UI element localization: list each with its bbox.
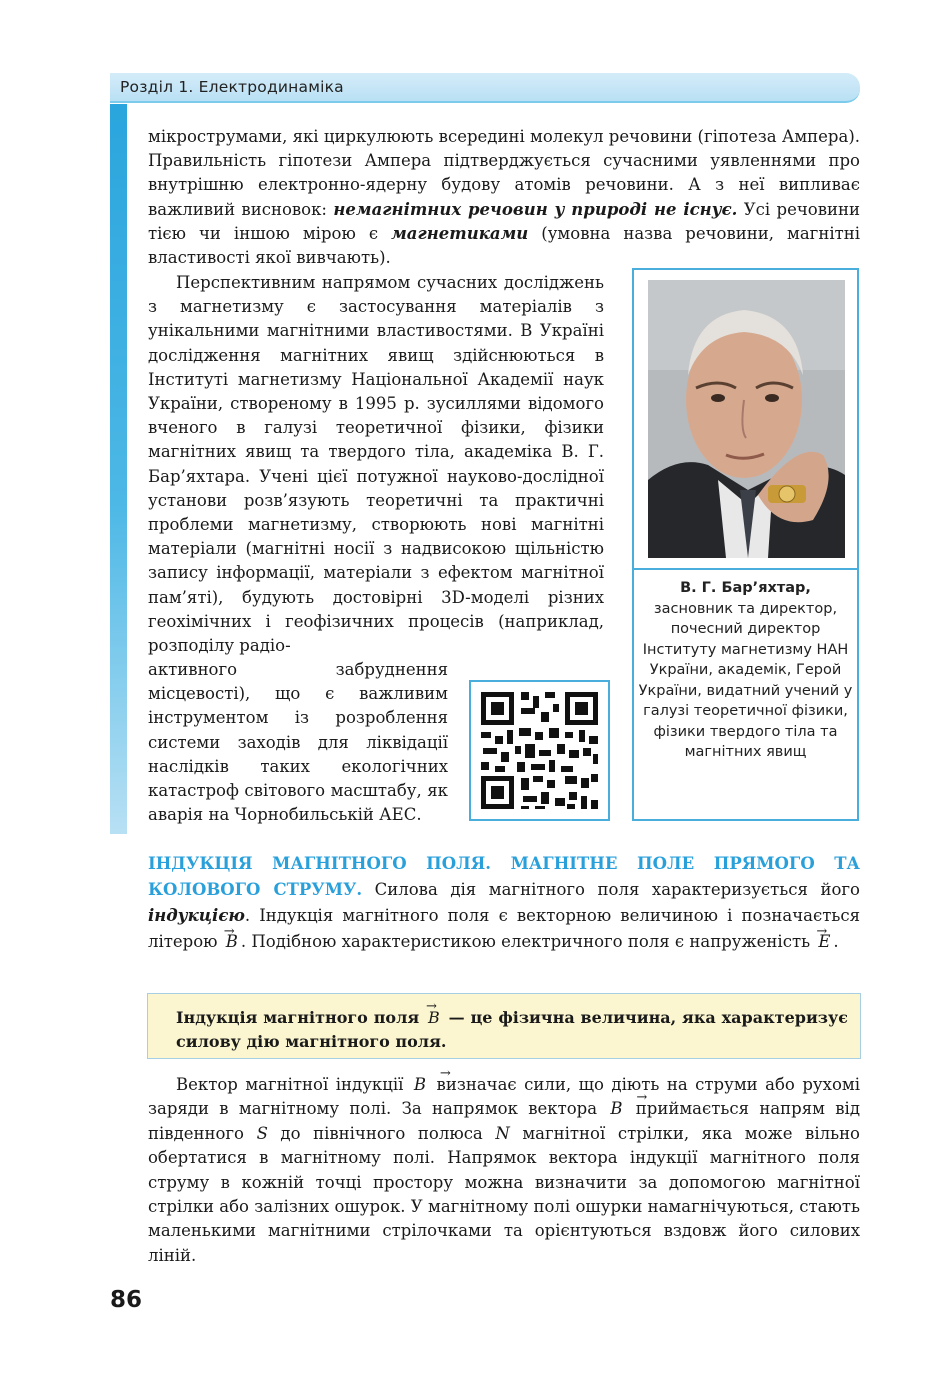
p3-vector-symbol-2: → B <box>607 1099 625 1118</box>
qr-code-icon <box>471 682 608 819</box>
portrait-box <box>632 268 859 821</box>
portrait-name: В. Г. Бар’яхтар, <box>680 580 811 596</box>
portrait-photo <box>648 280 845 558</box>
p3-text-1: Вектор магнітної індукції <box>176 1075 411 1094</box>
intro-paragraph <box>148 125 860 270</box>
research-paragraph: Перспективним напрямом сучасних досліджень з магнетизму є застосування матеріалів з унікальними магнітними властивостями. В Україні дослідження магнітних явищ здійснюються в Інституті магнетизму Національної Академії наук України, створеному в 1995 р. зусиллями відомого вченого в галузі теоретичної фізики, фізики магнітних явищ та твердого тіла, академіка В. Г. Бар’яхтара. Учені цієї потужної науково-дослідної установи розв’язують теоретичні та практичні проблеми магнетизму, створюють нові магнітні матеріали (магнітні носії з надвисокою щільністю запису інформації, матеріали з ефектом магнітної пам’яті), будують достовірні 3D-моделі різних геохімічних і геофізичних процесів (наприклад, розподілу радіо- <box>148 273 604 656</box>
portrait-caption <box>634 568 857 763</box>
portrait-description: засновник та директор, почесний директор Інституту магнетизму НАН України, академік, Герой України, видатний учений у галузі теоретичної фізики, фізики твердого тіла та магнітних явищ <box>638 600 853 760</box>
p3-text-3: приймається напрям від південного <box>148 1099 860 1143</box>
qr-code[interactable] <box>469 680 610 821</box>
section-text-3: . Подібною характеристикою електричного поля є напруженість <box>240 932 816 951</box>
section-heading: ІНДУКЦІЯ МАГНІТНОГО ПОЛЯ. МАГНІТНЕ ПОЛЕ ПРЯМОГО ТА КОЛОВОГО СТРУМУ. <box>148 854 860 899</box>
p3-text-4: до північного полюса <box>267 1123 496 1143</box>
section-intro <box>148 851 860 955</box>
intro-text-3: (умовна назва речовини, магнітні властивості якої вивчають). <box>148 223 860 268</box>
chapter-header <box>110 73 860 103</box>
section-text-2: . Індукція магнітного поля є векторною величиною і позначається літерою <box>148 906 860 951</box>
intro-text-1: мікрострумами, які циркулюють всередині молекул речовини (гіпотеза Ампера). Правильність гіпотези Ампера підтверджується сучасними уявленнями про внутрішню електронно-ядерну будову атомів речовини. А з неї випливає важливий висновок: <box>148 127 860 219</box>
north-pole-symbol: N <box>495 1123 510 1143</box>
side-accent-strip <box>110 104 127 834</box>
research-paragraph-continued: активного забруднення місцевості), що є важливим інструментом із розроблення системи заходів для ліквідації наслідків таких екологічних катастроф світового масштабу, як аварія на Чорнобильській АЕС. <box>148 660 448 825</box>
intro-emphasis-1: немагнітних речовин у природі не існує. <box>333 199 738 219</box>
section-text-4: . <box>833 932 839 951</box>
section-text-1: Силова дія магнітного поля характеризується його <box>362 880 860 899</box>
definition-text-1: Індукція магнітного поля <box>176 1008 426 1027</box>
definition-box <box>147 993 861 1059</box>
page-number: 86 <box>110 1287 143 1313</box>
south-pole-symbol: S <box>256 1123 268 1143</box>
portrait-illustration <box>648 280 845 558</box>
chapter-title: Розділ 1. Електродинаміка <box>120 78 344 96</box>
definition-vector-symbol: → B <box>425 1008 443 1027</box>
p3-text-2: визначає сили, що діють на струми або рухомі заряди в магнітному полі. За напрямок вектора <box>148 1075 860 1119</box>
intro-emphasis-2: магнетиками <box>391 223 529 243</box>
intro-text-2: Усі речовини тією чи іншою мірою є <box>148 199 860 243</box>
vector-e-symbol: → E <box>815 932 833 951</box>
definition-text-2: — це фізична величина, яка характеризує силову дію магнітного поля. <box>176 1008 849 1051</box>
induction-paragraph <box>148 1073 860 1268</box>
p3-text-5: магнітної стрілки, яка може вільно обертатися в магнітному полі. Напрямок вектора індукції магнітного поля струму в кожній точці простору можна визначити за допомогою магнітної стрілки або залізних ошурок. У магнітному полі ошурки намагнічуються, стають маленькими магнітними стрілочками та орієнтуються вздовж його силових ліній. <box>148 1123 860 1265</box>
p3-vector-symbol-1: → B <box>411 1075 429 1094</box>
vector-b-symbol: → B <box>223 932 241 951</box>
section-emphasis: індукцією <box>148 906 245 925</box>
